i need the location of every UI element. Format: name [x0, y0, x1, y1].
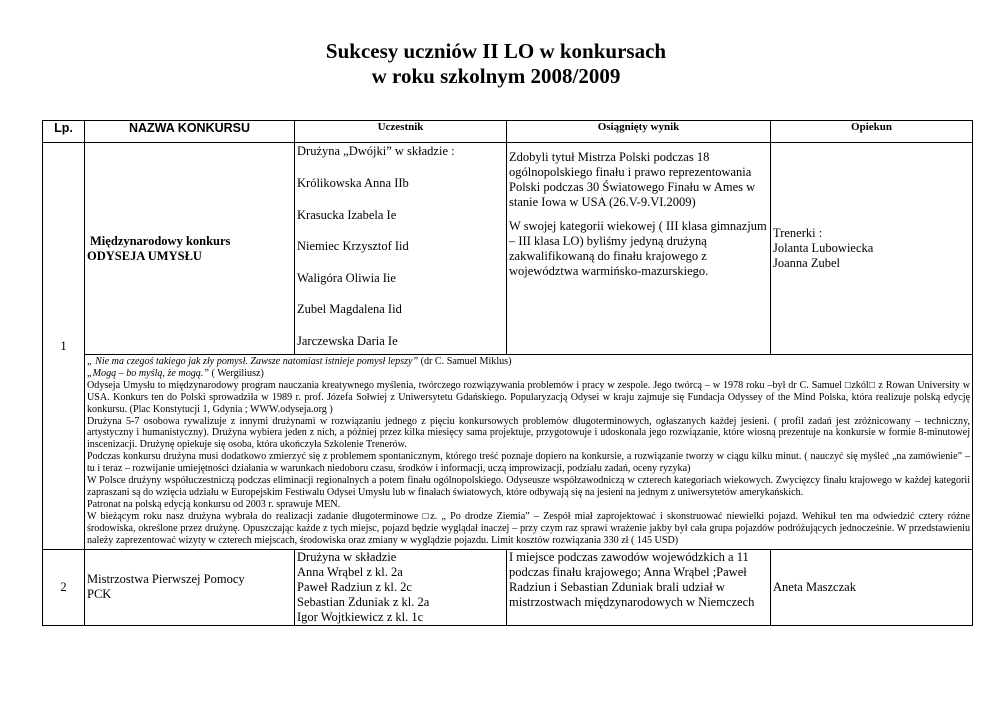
list-item: Paweł Radziun z kl. 2c [297, 579, 412, 594]
table-header-row [43, 121, 973, 143]
quote-1: „ Nie ma czegoś takiego jak zły pomysł. Zawsze natomiast istnieje pomysł lepszy” (dr C. Samuel Miklus) [87, 356, 512, 367]
tutor-label: Trenerki : [773, 226, 823, 240]
quote-2: „Mogą – bo myślą, że mogą.” ( Wergiliusz) [87, 367, 264, 379]
list-item: Krasucka Izabela Ie [297, 207, 397, 222]
result-cell: I miejsce podczas zawodów wojewódzkich a 11 podczas finału krajowego; Anna Wrąbel ;Paweł Radziun i Sebastian Zduniak brali udział w mistrzostwach międzynarodowych w Niemczech [507, 549, 771, 625]
participants-list [295, 143, 507, 355]
header-tutor: Opiekun [771, 121, 973, 143]
contest-name-line1: Międzynarodowy konkurs [90, 233, 231, 248]
list-item: Jarczewska Daria Ie [297, 333, 398, 348]
list-item: Zubel Magdalena Iid [297, 302, 402, 316]
header-lp: Lp. [43, 121, 85, 143]
contest-description [85, 355, 973, 550]
tutor-name: Jolanta Lubowiecka [773, 241, 874, 255]
description-paragraph: W bieżącym roku nasz drużyna wybrała do realizacji zadanie długoterminowe □z. „ Po drodze Ziemia” – Zespół miał zaprojektować i skonstruować niewielki pojazd. Wehikuł ten ma odwiedzić cztery różne środowiska, określone przez drużynę. Opuszczając każde z tych miejsc, pojazd będzie wyglądał inaczej – przy czym raz sprawi wrażenie jakby był cała grupa pojazdów podróżujących jednocześnie. W przedstawieniu należy zaprezentować wizyty w czterech miejscach, środowiska oraz zmiany w wyglądzie pojazdu. Limit kosztów rozwiązania 330 zł ( 145 USD) [87, 510, 970, 546]
header-participant: Uczestnik [295, 121, 507, 143]
header-result: Osiągnięty wynik [507, 121, 771, 143]
list-item: Drużyna „Dwójki” w składzie : [297, 144, 455, 158]
document-title-line1: Sukcesy uczniów II LO w konkursach [325, 39, 667, 63]
result-paragraph-2: W swojej kategorii wiekowej ( III klasa gimnazjum – III klasa LO) byliśmy jedyną drużyną zakwalifikowaną do finału krajowego z województwa warmińsko-mazurskiego. [509, 219, 767, 278]
table-row [43, 143, 973, 355]
list-item: Drużyna w składzie [297, 549, 397, 564]
description-paragraph: Odyseja Umysłu to międzynarodowy program nauczania kreatywnego myślenia, twórczego rozwiązywania problemów i pracy w zespole. Jego twórcą – w 1978 roku –był dr C. Samuel □zkól□ z Rowan University w USA. Konkurs ten do Polski sprowadziła w 1989 r. prof. Józefa Sołwiej z Uniwersytetu Gdańskiego. Popularyzacją Odysei w kraju zajmuje się Fundacja Odyssey of the Mind Polska, która realizuje polską edycję konkursu. (Plac Konstytucji 1, Gdynia ; WWW.odyseja.org ) [87, 379, 970, 415]
contest-name [85, 143, 295, 355]
description-paragraph: W Polsce drużyny współuczestniczą podczas eliminacji regionalnych a potem finału ogólnopolskiego. Odyseusze współzawodniczą w czterech kategoriach wiekowych. Zwycięzcy finału krajowego w każdej kategorii zapraszani są do wzięcia udziału w Europejskim Festiwalu Odysei Umysłu lub w finałach światowych, które odbywają się na jesieni na jednym z uniwersytetów amerykańskich. [87, 475, 970, 498]
description-paragraph: Drużyna 5-7 osobowa rywalizuje z innymi drużynami w rozwiązaniu jednego z pięciu konkursowych problemów długoterminowych, ogłaszanych każdej jesieni. ( profil zadań jest zróżnicowany – techniczny, artystyczny i humanistyczny). Drużyna wybiera jeden z nich, a później przez kilka miesięcy sama projektuje, przygotowuje i udoskonala jego rozwiązanie, które wiosną prezentuje na konkursie w formie 8-minutowej inscenizacji. Drużynę opiekuje się osoba, która ukończyła Szkolenie Trenerów. [87, 415, 970, 451]
participants-list [295, 549, 507, 625]
tutor-name: Joanna Zubel [773, 256, 840, 270]
list-item: Igor Wojtkiewicz z kl. 1c [297, 609, 424, 624]
contests-table [42, 120, 973, 626]
row-number: 2 [43, 549, 85, 625]
list-item: Królikowska Anna IIb [297, 176, 409, 190]
contest-name-line2: ODYSEJA UMYSŁU [87, 248, 202, 263]
result-cell [507, 143, 771, 355]
list-item: Anna Wrąbel z kl. 2a [297, 564, 403, 579]
list-item: Sebastian Zduniak z kl. 2a [297, 594, 430, 609]
table-row [43, 549, 973, 625]
description-paragraph: Patronat na polską edycją konkursu od 2003 r. sprawuje MEN. [87, 498, 341, 510]
header-contest-name: NAZWA KONKURSU [85, 121, 295, 143]
contest-name-line1: Mistrzostwa Pierwszej Pomocy [87, 572, 245, 586]
description-paragraph: Podczas konkursu drużyna musi dodatkowo zmierzyć się z problemem spontanicznym, którego treść poznaje dopiero na konkursie, a rozwiązanie tworzy w ciągu kilku minut. ( nauczyć się myśleć „na zamówienie” – tu i teraz – rozwijanie umiejętności działania w warunkach niedoboru czasu, środków i informacji, uczą improwizacji, podziału zadań, oceny ryzyka) [87, 451, 970, 475]
result-paragraph-1: Zdobyli tytuł Mistrza Polski podczas 18 ogólnopolskiego finału i prawo reprezentowania Polski podczas 30 Światowego Finału w Ames w stanie Iowa w USA (26.V-9.VI.2009) [509, 150, 756, 209]
list-item: Niemiec Krzysztof Iid [297, 239, 409, 253]
tutor-cell: Aneta Maszczak [771, 549, 973, 625]
tutor-cell [771, 143, 973, 355]
row-number: 1 [43, 143, 85, 550]
contest-name [85, 549, 295, 625]
contest-name-line2: PCK [87, 587, 112, 601]
description-row [43, 355, 973, 550]
document-title-line2: w roku szkolnym 2008/2009 [371, 64, 621, 88]
list-item: Waligóra Oliwia Iie [297, 270, 396, 285]
